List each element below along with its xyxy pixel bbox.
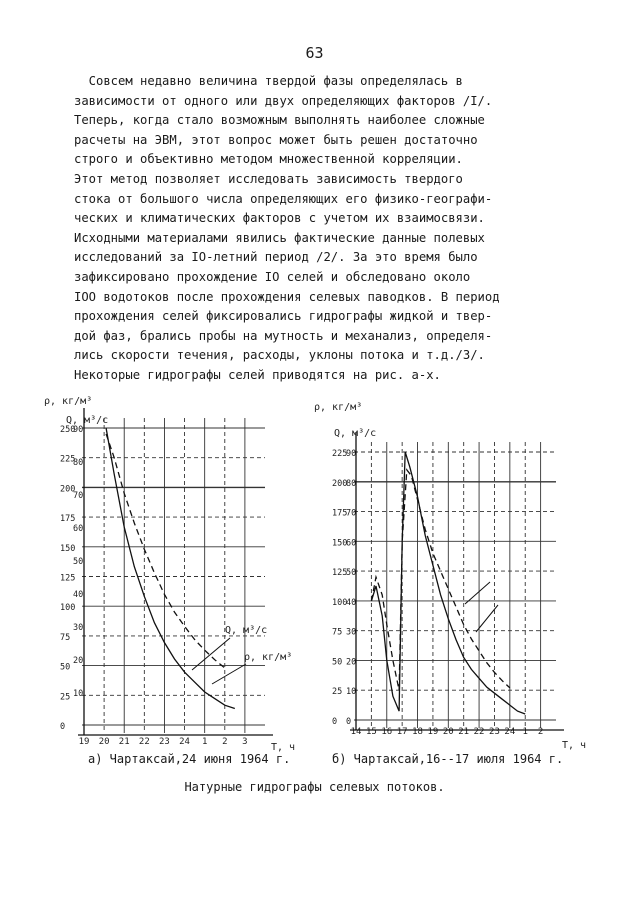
rho-tick-label: 75	[332, 627, 343, 638]
q-tick-label: 80	[346, 478, 357, 489]
text-line: стока от большого числа определяющих его физико-географи-	[74, 191, 493, 206]
annotation-arrow	[212, 664, 246, 684]
text-line: IOO водотоков после прохождения селевых паводков. В период	[74, 289, 500, 304]
text-line: Некоторые гидрографы селей приводятся на рис. а-х.	[74, 367, 441, 382]
x-tick-label: 22	[138, 737, 150, 747]
q-tick-label: 70	[346, 508, 357, 519]
x-tick-label: 23	[159, 737, 170, 747]
q-tick-label: 40	[346, 597, 357, 608]
x-tick-label: 1	[522, 727, 528, 737]
rho-tick-label: 200	[332, 478, 348, 489]
x-tick-label: 21	[118, 737, 130, 747]
rho-tick-label: 125	[60, 573, 76, 584]
text-line: прохождения селей фиксировались гидрографы жидкой и твер-	[74, 309, 493, 324]
x-tick-label: 2	[222, 737, 228, 747]
q-axis-label: Q, м³/с	[66, 415, 109, 426]
x-tick-label: 21	[458, 727, 470, 737]
rho-tick-label: 250	[60, 425, 76, 435]
rho-tick-label: 50	[332, 657, 343, 668]
q-tick-label: 50	[73, 557, 84, 567]
annotation-arrow	[192, 638, 230, 670]
page-number: 63	[305, 44, 324, 62]
x-axis-label: T, ч	[271, 742, 296, 753]
text-line: ческих и климатических факторов с учетом их взаимосвязи.	[74, 211, 485, 226]
q-tick-label: 10	[346, 687, 357, 698]
x-axis-label: T, ч	[562, 740, 587, 751]
annotation-arrow	[465, 582, 490, 604]
x-tick-label: 2	[537, 727, 544, 737]
x-tick-label: 24	[504, 727, 516, 737]
figure-caption: Натурные гидрографы селевых потоков.	[184, 780, 445, 794]
q-tick-label: 90	[73, 425, 84, 435]
rho-tick-label: 50	[60, 662, 71, 673]
rho-tick-label: 25	[60, 692, 71, 703]
q-tick-label: 60	[73, 524, 84, 534]
q-tick-label: 20	[73, 656, 84, 666]
q-tick-label: 30	[346, 627, 357, 638]
rho-tick-label: 75	[60, 632, 71, 643]
x-tick-label: 20	[98, 737, 110, 747]
q-tick-label: 90	[346, 449, 357, 459]
caption-chart-b: б) Чартаксай,16--17 июля 1964 г.	[332, 752, 564, 766]
x-tick-label: 16	[381, 727, 393, 737]
x-tick-label: 14	[350, 727, 362, 737]
rho-tick-label: 225	[332, 449, 348, 459]
rho-tick-label: 0	[332, 717, 338, 727]
rho-tick-label: 100	[332, 597, 348, 608]
annotation-arrow	[476, 605, 498, 632]
x-tick-label: 19	[78, 737, 90, 747]
rho-tick-label: 150	[60, 543, 76, 554]
rho-tick-label: 100	[60, 603, 76, 614]
text-line: расчеты на ЭВМ, этот вопрос может быть решен достаточно	[74, 132, 478, 147]
x-tick-label: 3	[242, 737, 248, 747]
x-tick-label: 17	[396, 727, 408, 737]
rho-tick-label: 200	[60, 484, 76, 495]
rho-series-line	[371, 470, 509, 690]
q-axis-label: Q, м³/с	[334, 428, 377, 439]
q-tick-label: 40	[73, 590, 84, 600]
annotation-q: Q, м³/с	[225, 625, 268, 636]
caption-chart-a: а) Чартаксай,24 июня 1964 г.	[88, 752, 291, 766]
rho-tick-label: 0	[60, 722, 66, 732]
q-series-line	[106, 428, 235, 709]
rho-tick-label: 225	[60, 454, 76, 465]
body-paragraph	[74, 72, 574, 386]
text-line: зависимости от одного или двух определяющих факторов /I/.	[74, 93, 493, 108]
q-tick-label: 10	[73, 689, 84, 699]
q-tick-label: 50	[346, 568, 357, 579]
x-tick-label: 22	[473, 727, 485, 737]
x-tick-label: 19	[427, 727, 439, 737]
text-line: Этот метод позволяет исследовать зависимость твердого	[74, 171, 463, 186]
q-tick-label: 60	[346, 538, 357, 549]
x-tick-label: 23	[489, 727, 500, 737]
x-tick-label: 1	[201, 737, 208, 747]
x-tick-label: 15	[365, 727, 377, 737]
x-tick-label: 24	[179, 737, 190, 747]
text-line: зафиксировано прохождение IO селей и обследовано около	[74, 269, 471, 284]
q-tick-label: 80	[73, 458, 84, 468]
rho-tick-label: 25	[332, 687, 343, 698]
text-line: дой фаз, брались пробы на мутность и механализ, определя-	[74, 328, 493, 343]
text-line: лись скорости течения, расходы, уклоны потока и т.д./3/.	[74, 348, 485, 363]
text-line: Исходными материалами явились фактические данные полевых	[74, 230, 485, 245]
text-line: Совсем недавно величина твердой фазы определялась в	[74, 74, 463, 88]
x-tick-label: 18	[412, 727, 423, 737]
x-tick-label: 20	[442, 727, 454, 737]
rho-axis-label: ρ, кг/м³	[314, 402, 363, 413]
text-line: исследований за IO-летний период /2/. За это время было	[74, 250, 478, 265]
text-line: Теперь, когда стало возможным выполнять наиболее сложные	[74, 113, 485, 128]
text-line: строго и объективно методом множественной корреляции.	[74, 152, 463, 167]
annotation-rho: ρ, кг/м³	[244, 652, 293, 663]
q-tick-label: 20	[346, 657, 357, 668]
rho-axis-label: ρ, кг/м³	[44, 396, 93, 407]
rho-tick-label: 150	[332, 538, 348, 549]
q-tick-label: 70	[73, 491, 84, 501]
q-tick-label: 0	[346, 717, 352, 727]
q-tick-label: 30	[73, 623, 84, 633]
rho-tick-label: 175	[60, 514, 76, 525]
rho-tick-label: 125	[332, 568, 348, 579]
rho-tick-label: 175	[332, 508, 348, 519]
rho-series-line	[106, 434, 225, 668]
q-series-line	[371, 452, 525, 714]
